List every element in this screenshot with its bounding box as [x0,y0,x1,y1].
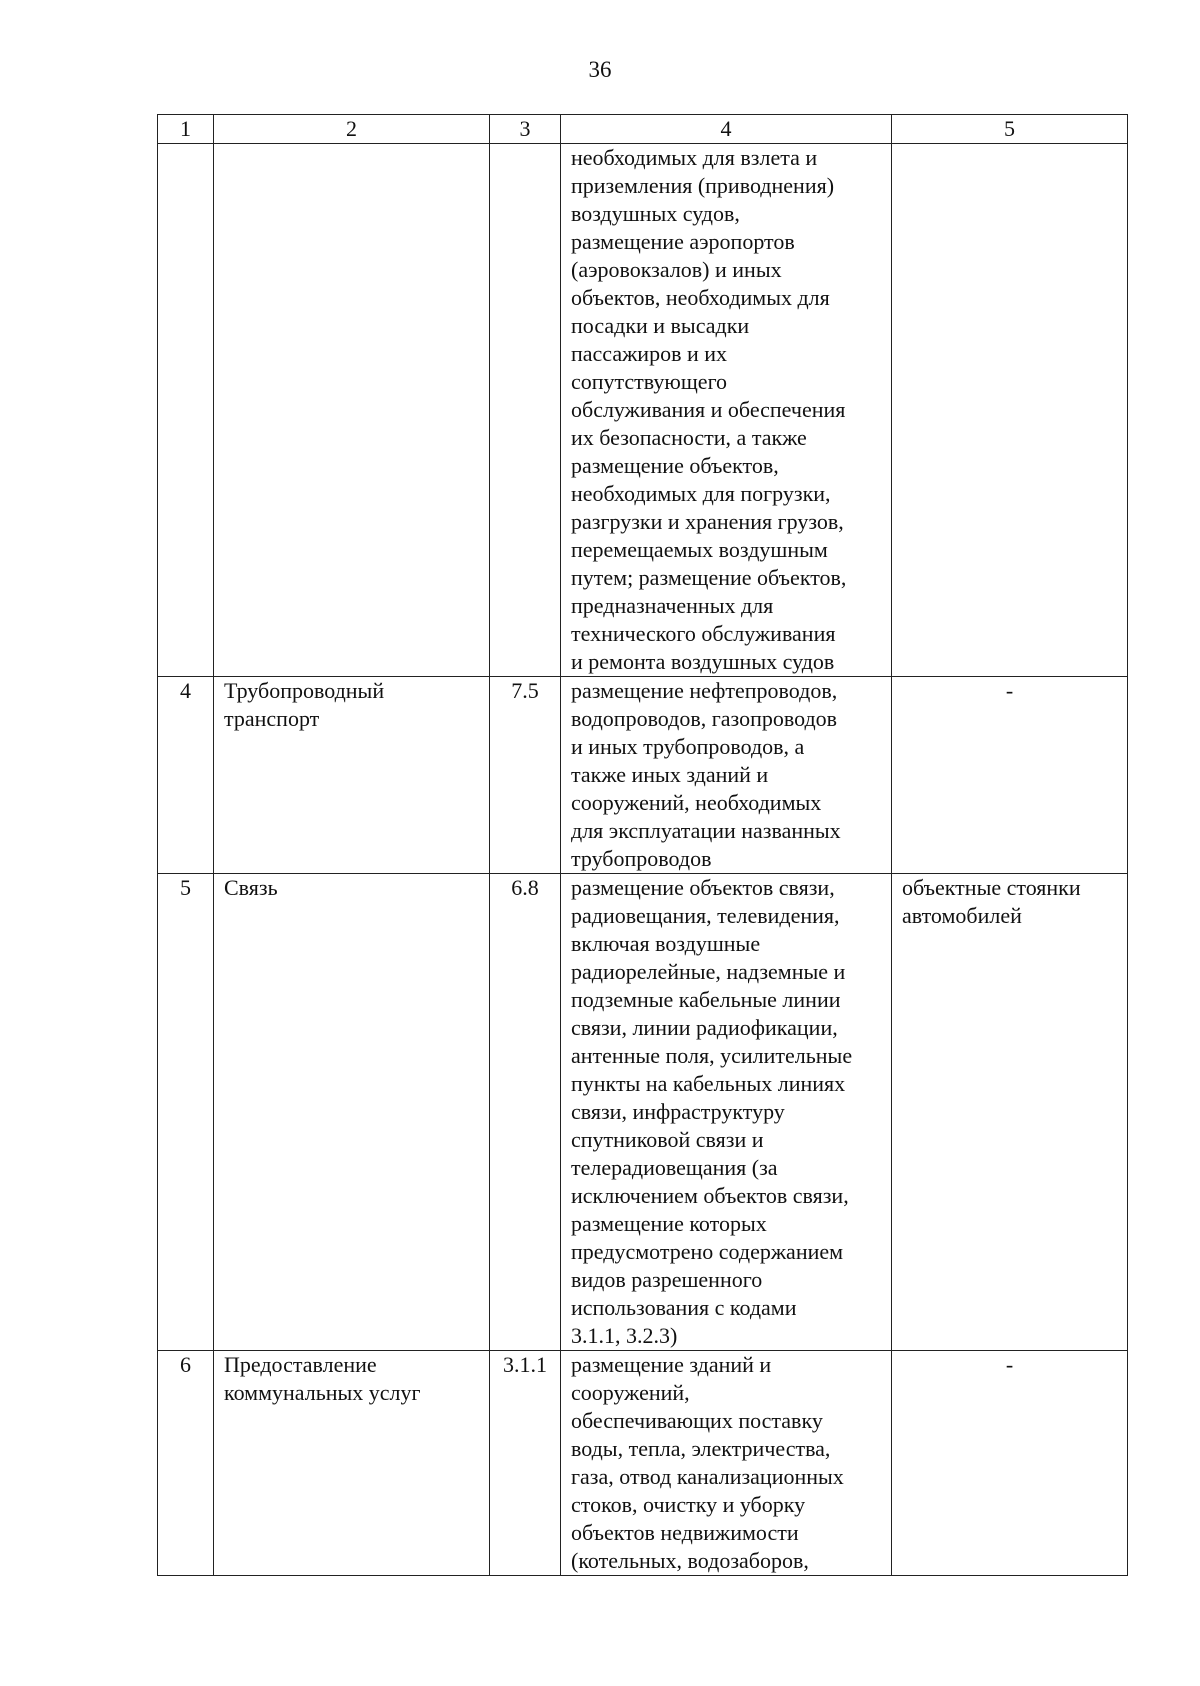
description-line: пассажиров и их [571,341,728,366]
description-line: обеспечивающих поставку [571,1408,823,1433]
description-line: (котельных, водозаборов, [571,1548,809,1573]
description-line: связи, инфраструктуру [571,1099,785,1124]
description-line: сооружений, [571,1380,690,1405]
row-name-cell [214,874,490,1351]
description-line: сооружений, необходимых [571,790,822,815]
description-line: их безопасности, а также [571,425,807,450]
row-extra-cell [892,144,1128,677]
name-line: Предоставление [224,1352,377,1377]
description-line: пункты на кабельных линиях [571,1071,846,1096]
name-line: Трубопроводный [224,678,385,703]
table-row [158,144,1128,677]
name-line: транспорт [224,706,320,731]
description-line: необходимых для погрузки, [571,481,831,506]
name-line: коммунальных услуг [224,1380,421,1405]
description-line: радиорелейные, надземные и [571,959,846,984]
description-line: и иных трубопроводов, а [571,734,805,759]
row-name-cell [214,1351,490,1576]
row-extra-cell [892,677,1128,874]
description-line: приземления (приводнения) [571,173,835,198]
description-line: связи, линии радиофикации, [571,1015,838,1040]
description-line: объектов недвижимости [571,1520,799,1545]
name-line: Связь [224,875,278,900]
row-code-cell [490,144,561,677]
description-line: сопутствующего [571,369,728,394]
description-line: газа, отвод канализационных [571,1464,844,1489]
description-line: размещение зданий и [571,1352,772,1377]
extra-line: объектные стоянки [902,875,1081,900]
extra-line: - [1005,1352,1014,1377]
row-description-cell [561,677,892,874]
extra-line: автомобилей [902,903,1022,928]
description-line: телерадиовещания (за [571,1155,778,1180]
page-number: 36 [588,57,612,82]
description-line: (аэровокзалов) и иных [571,257,782,282]
extra-line: - [1005,678,1014,703]
description-line: воздушных судов, [571,201,740,226]
description-line: антенные поля, усилительные [571,1043,853,1068]
description-line: использования с кодами [571,1295,797,1320]
description-line: включая воздушные [571,931,761,956]
description-line: стоков, очистку и уборку [571,1492,806,1517]
row-code-cell: 6.8 [490,874,561,1351]
table-row [158,874,1128,1351]
description-line: для эксплуатации названных [571,818,841,843]
column-header-2: 2 [214,115,490,144]
row-name-cell [214,677,490,874]
description-line: размещение которых [571,1211,767,1236]
row-number-cell: 6 [158,1351,214,1576]
row-extra-cell [892,1351,1128,1576]
row-description-cell [561,144,892,677]
column-header-5: 5 [892,115,1128,144]
description-line: размещение объектов, [571,453,779,478]
row-description-cell [561,874,892,1351]
column-header-1: 1 [158,115,214,144]
table-header-row [158,115,1128,144]
description-line: объектов, необходимых для [571,285,830,310]
description-line: перемещаемых воздушным [571,537,828,562]
row-code-cell: 7.5 [490,677,561,874]
description-line: воды, тепла, электричества, [571,1436,831,1461]
land-use-table [157,114,1128,1576]
description-line: трубопроводов [571,846,712,871]
row-number-cell [158,144,214,677]
description-line: также иных зданий и [571,762,769,787]
row-number-cell: 4 [158,677,214,874]
description-line: необходимых для взлета и [571,145,818,170]
description-line: и ремонта воздушных судов [571,649,835,674]
description-line: технического обслуживания [571,621,836,646]
description-line: видов разрешенного [571,1267,763,1292]
description-line: размещение нефтепроводов, [571,678,838,703]
description-line: подземные кабельные линии [571,987,841,1012]
description-line: посадки и высадки [571,313,750,338]
row-code-cell: 3.1.1 [490,1351,561,1576]
description-line: предназначенных для [571,593,774,618]
row-number-cell: 5 [158,874,214,1351]
description-line: радиовещания, телевидения, [571,903,840,928]
column-header-3: 3 [490,115,561,144]
description-line: размещение аэропортов [571,229,795,254]
description-line: 3.1.1, 3.2.3) [571,1323,678,1348]
description-line: водопроводов, газопроводов [571,706,838,731]
row-extra-cell [892,874,1128,1351]
description-line: исключением объектов связи, [571,1183,849,1208]
row-description-cell [561,1351,892,1576]
description-line: спутниковой связи и [571,1127,764,1152]
table-row [158,677,1128,874]
row-name-cell [214,144,490,677]
description-line: путем; размещение объектов, [571,565,847,590]
column-header-4: 4 [561,115,892,144]
description-line: предусмотрено содержанием [571,1239,844,1264]
table-row [158,1351,1128,1576]
description-line: разгрузки и хранения грузов, [571,509,844,534]
description-line: обслуживания и обеспечения [571,397,846,422]
description-line: размещение объектов связи, [571,875,835,900]
